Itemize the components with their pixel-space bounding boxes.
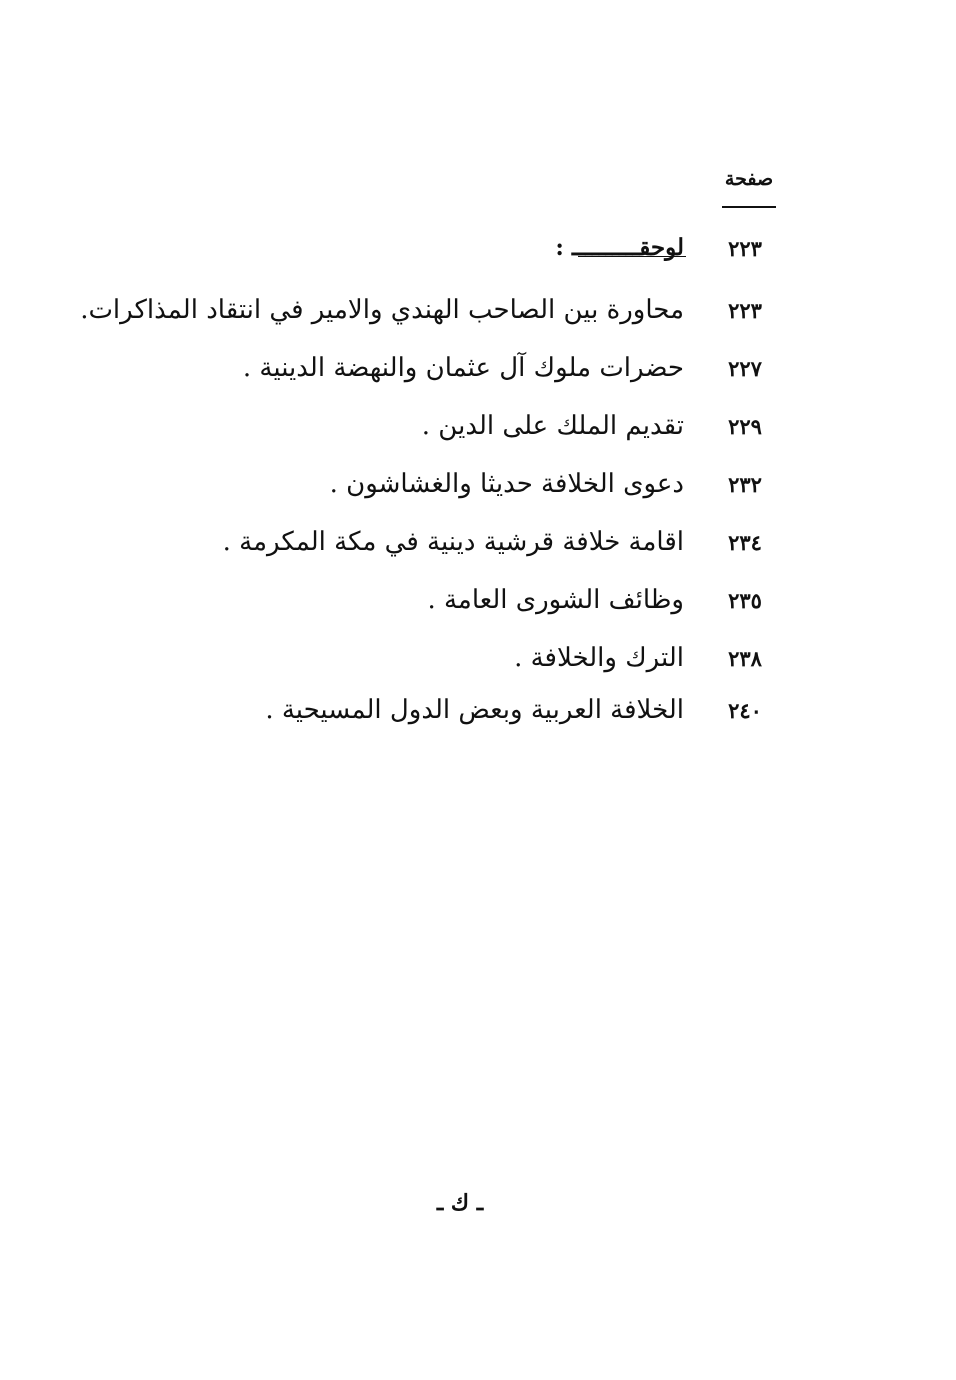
toc-entry-title: الخلافة العربية وبعض الدول المسيحية .	[265, 695, 684, 725]
toc-page-number: ٢٤٠	[728, 698, 762, 723]
toc-entry-title: محاورة بين الصاحب الهندي والامير في انتقاد المذاكرات.	[80, 295, 684, 325]
toc-page-number: ٢٣٥	[728, 588, 762, 613]
page-column-header: صفحة	[724, 168, 774, 190]
page-column-header-rule	[722, 206, 776, 208]
toc-page-number: ٢٢٣	[728, 298, 762, 323]
toc-entry	[120, 580, 770, 620]
toc-section-heading: لوحقــــــــــ :	[555, 234, 684, 261]
toc-entry	[120, 228, 770, 268]
section-heading-underline	[578, 256, 686, 257]
toc-entry	[120, 464, 770, 504]
toc-entry	[120, 690, 770, 730]
toc-entry-title: تقديم الملك على الدين .	[421, 411, 684, 441]
toc-entry-title: حضرات ملوك آل عثمان والنهضة الدينية .	[242, 353, 684, 383]
toc-entry-title: دعوى الخلافة حديثا والغشاشون .	[329, 469, 684, 499]
page-marker: ـ ك ـ	[436, 1190, 484, 1216]
toc-page-number: ٢٣٤	[728, 530, 762, 555]
toc-page-number: ٢٢٩	[728, 414, 762, 439]
toc-entry	[120, 638, 770, 678]
toc-entry	[120, 348, 770, 388]
toc-entry	[120, 522, 770, 562]
toc-entry	[120, 406, 770, 446]
toc-entry-title: الترك والخلافة .	[514, 643, 684, 673]
toc-entry	[80, 290, 770, 330]
toc-page-number: ٢٢٧	[728, 356, 762, 381]
toc-page-number: ٢٣٢	[728, 472, 762, 497]
toc-entry-title: وظائف الشورى العامة .	[427, 585, 684, 615]
toc-page-number: ٢٣٨	[728, 646, 762, 671]
toc-entry-title: اقامة خلافة قرشية دينية في مكة المكرمة .	[222, 527, 684, 557]
toc-page-number: ٢٢٣	[728, 236, 762, 261]
